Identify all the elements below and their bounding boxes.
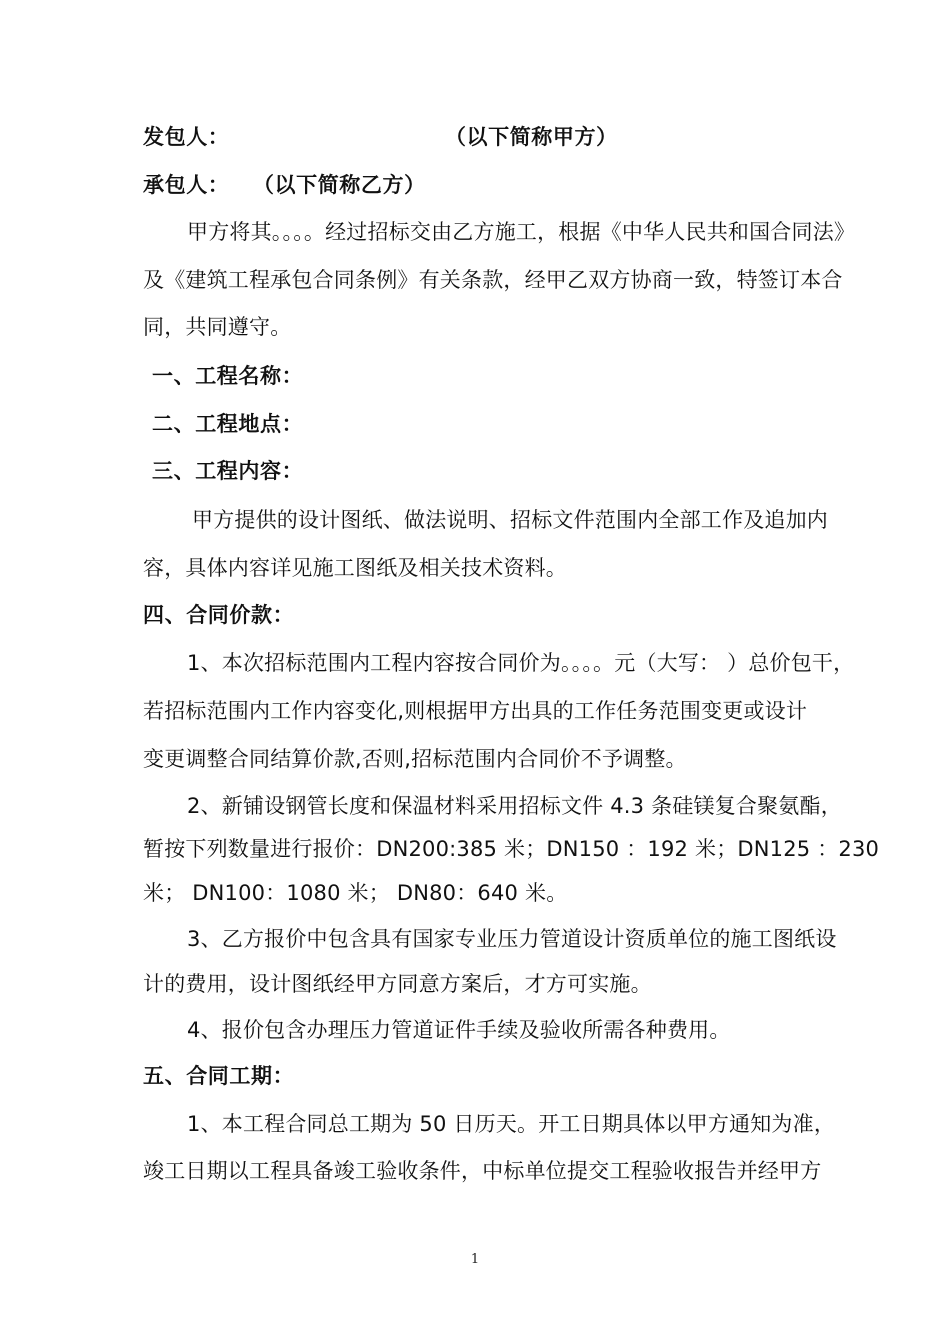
intro-line: 同，共同遵守。 bbox=[143, 315, 292, 339]
section-3-body-line: 甲方提供的设计图纸、做法说明、招标文件范围内全部工作及追加内 bbox=[192, 508, 828, 532]
employer-note: （以下简称甲方） bbox=[455, 125, 618, 149]
section-4-item-3-line: 3、乙方报价中包含具有国家专业压力管道设计资质单位的施工图纸设 bbox=[187, 927, 837, 951]
section-4-item-3-line: 计的费用，设计图纸经甲方同意方案后，才方可实施。 bbox=[143, 972, 652, 996]
employer-label: 发包人： bbox=[143, 125, 230, 149]
section-4-item-1-line: 若招标范围内工作内容变化,则根据甲方出具的工作任务范围变更或设计 bbox=[143, 699, 808, 723]
intro-line: 甲方将其。。。。经过招标交由乙方施工，根据《中华人民共和国合同法》 bbox=[187, 220, 856, 244]
section-5-title: 五、合同工期： bbox=[143, 1064, 295, 1088]
intro-line: 及《建筑工程承包合同条例》有关条款，经甲乙双方协商一致，特签订本合 bbox=[143, 268, 843, 292]
section-4-item-4-line: 4、报价包含办理压力管道证件手续及验收所需各种费用。 bbox=[187, 1018, 731, 1042]
section-2-title: 二、工程地点： bbox=[152, 412, 304, 436]
section-3-title: 三、工程内容： bbox=[152, 459, 304, 483]
section-4-item-2-line: 暂按下列数量进行报价：DN200:385 米；DN150 ：192 米；DN125 ：230 bbox=[143, 837, 880, 861]
section-3-body-line: 容，具体内容详见施工图纸及相关技术资料。 bbox=[143, 556, 567, 580]
section-5-item-1-line: 1、本工程合同总工期为 50 日历天。开工日期具体以甲方通知为准， bbox=[187, 1112, 836, 1136]
contractor-note: （以下简称乙方） bbox=[263, 173, 426, 197]
section-4-item-1-line: 变更调整合同结算价款,否则,招标范围内合同价不予调整。 bbox=[143, 747, 687, 771]
section-5-item-1-line: 竣工日期以工程具备竣工验收条件，中标单位提交工程验收报告并经甲方 bbox=[143, 1159, 822, 1183]
section-4-item-1-line: 1、本次招标范围内工程内容按合同价为。。。。元（大写： ）总价包干， bbox=[187, 651, 855, 675]
section-4-item-2-line: 2、新铺设钢管长度和保温材料采用招标文件 4.3 条硅镁复合聚氨酯， bbox=[187, 794, 842, 818]
contractor-label: 承包人： bbox=[143, 173, 230, 197]
section-4-title: 四、合同价款： bbox=[143, 603, 295, 627]
employer-line bbox=[143, 123, 618, 151]
page-number: 1 bbox=[470, 1252, 480, 1267]
section-1-title: 一、工程名称： bbox=[152, 364, 304, 388]
section-4-item-2-line: 米； DN100：1080 米； DN80：640 米。 bbox=[143, 881, 568, 905]
contractor-line bbox=[143, 171, 426, 199]
